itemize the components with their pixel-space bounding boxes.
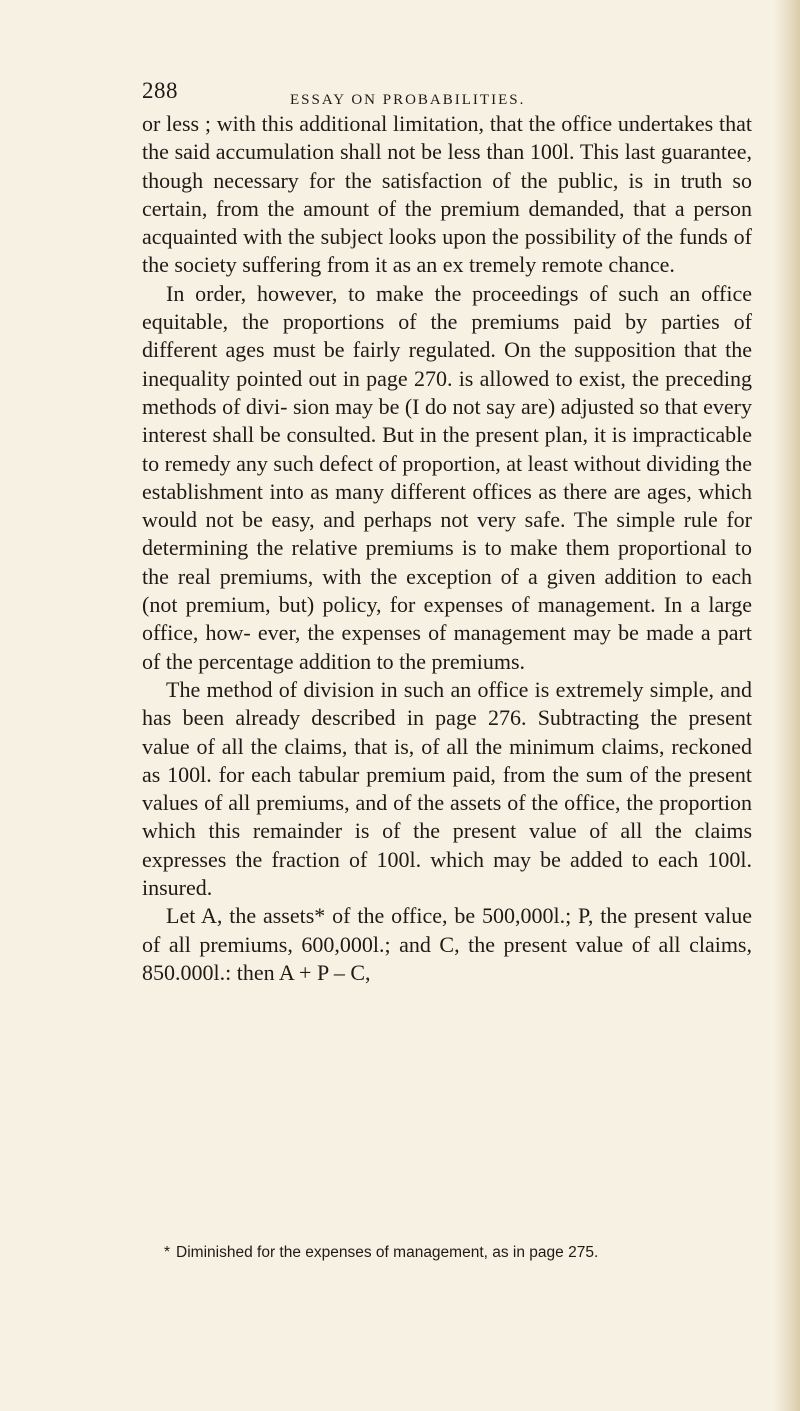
paragraph-1: or less ; with this additional limitation, that the office undertakes that the said accumulation shall not be less than 100l. This last guarantee, though necessary for the satisfaction of the public, is in truth so certain, from the amount of the premium demanded, that a person acquainted with the subject looks upon the possibility of the funds of the society suffering from it as an ex tremely remote chance.	[142, 111, 752, 278]
footnote	[164, 1243, 764, 1263]
paragraph-3: The method of division in such an office is extremely simple, and has been already described in page 276. Subtracting the present value of all the claims, that is, of all the minimum claims, reckoned as 100l. for each tabular premium paid, from the sum of the present values of all premiums, and of the assets of the office, the proportion which this remainder is of the present value of all the claims expresses the fraction of 100l. which may be added to each 100l. insured.	[142, 676, 752, 901]
footnote-text: Diminished for the expenses of management, as in page 275.	[176, 1244, 599, 1261]
page-number: 288	[142, 78, 178, 103]
footnote-marker: *	[164, 1244, 171, 1261]
page-edge-shadow	[774, 0, 800, 1411]
paragraph-2: In order, however, to make the proceedings of such an office equitable, the proportions of the premiums paid by parties of different ages must be fairly regulated. On the supposition that the inequality pointed out in page 270. is allowed to exist, the preceding methods of divi- sion may be (I do not say are) adjusted so that every interest shall be consulted. But in the present plan, it is impracticable to remedy any such defect of proportion, at least without dividing the establishment into as many different offices as there are ages, which would not be easy, and perhaps not very safe. The simple rule for determining the relative premiums is to make them proportional to the real premiums, with the exception of a given addition to each (not premium, but) policy, for expenses of management. In a large office, how- ever, the expenses of management may be made a part of the percentage addition to the premiums.	[142, 280, 752, 674]
page-header	[142, 78, 740, 112]
body-text	[142, 110, 752, 987]
paragraph-4: Let A, the assets* of the office, be 500,000l.; P, the present value of all premiums, 600,000l.; and C, the present value of all claims, 850.000l.: then A + P – C,	[142, 903, 752, 985]
running-head: ESSAY ON PROBABILITIES.	[290, 92, 526, 108]
